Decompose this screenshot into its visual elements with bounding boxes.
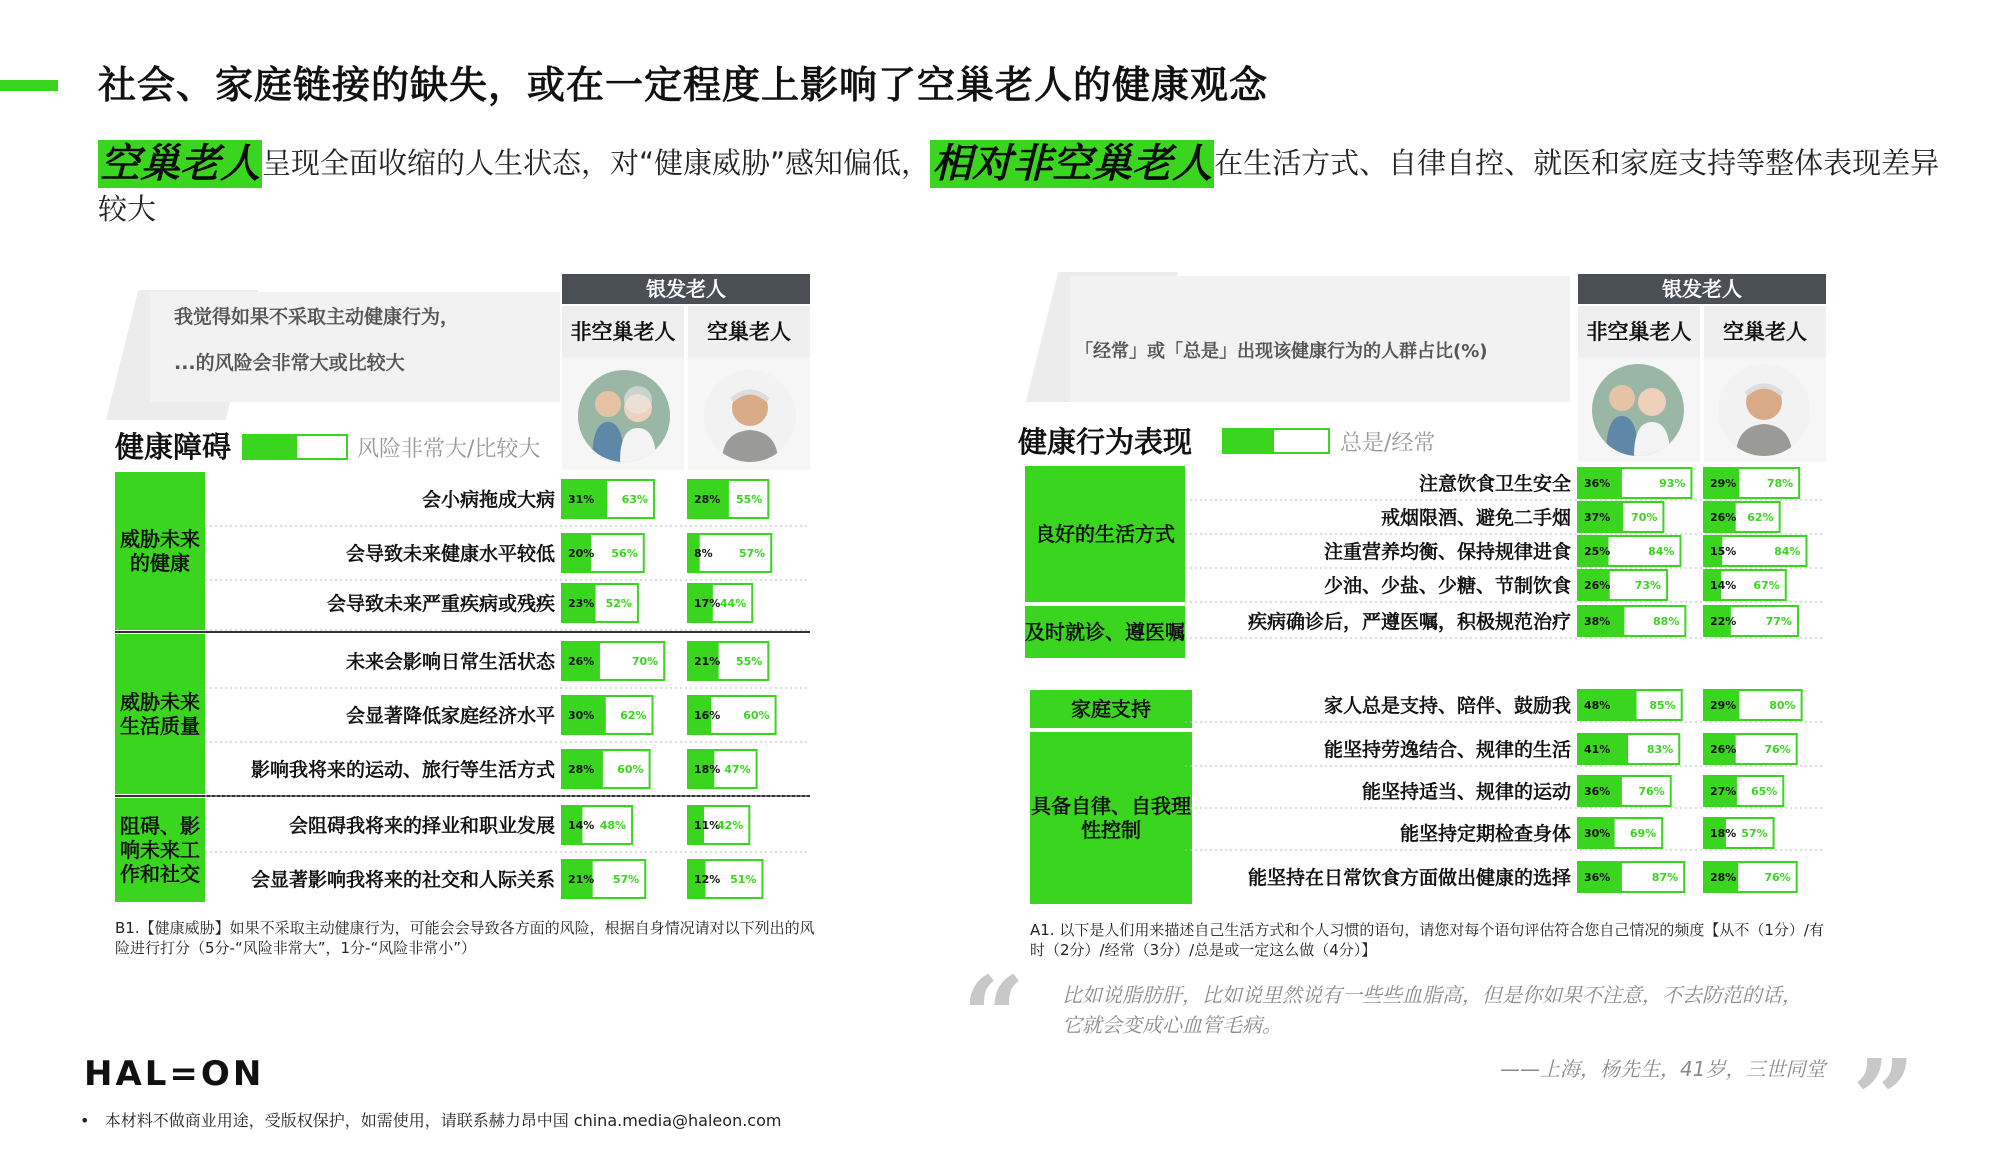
data-label: 21% (694, 655, 721, 668)
data-label: 48% (1584, 699, 1611, 712)
data-label-total: 57% (738, 547, 766, 560)
data-label-total: 77% (1765, 615, 1792, 628)
left-group-header: 银发老人 (562, 274, 810, 304)
data-label: 26% (568, 655, 595, 668)
data-label-total: 87% (1651, 871, 1679, 884)
data-label-total: 76% (1764, 871, 1791, 884)
left-category-2: 威胁未来生活质量 (115, 634, 205, 794)
data-label: 22% (1710, 615, 1737, 628)
data-label: 37% (1584, 511, 1611, 524)
right-col2-header: 空巢老人 (1704, 306, 1826, 358)
data-label: 26% (1710, 743, 1737, 756)
left-bar-chart (205, 472, 815, 906)
old-man-avatar (704, 370, 796, 462)
accent-bar (0, 80, 58, 91)
data-label-total: 78% (1766, 477, 1794, 490)
right-legend-swatch (1222, 428, 1330, 454)
data-label: 14% (568, 819, 595, 832)
testimonial-line-2: 它就会变成心血管毛病。 (1062, 1013, 1282, 1037)
data-label: 18% (1710, 827, 1737, 840)
data-label: 23% (568, 597, 595, 610)
page-title: 社会、家庭链接的缺失，或在一定程度上影响了空巢老人的健康观念 (98, 63, 1269, 107)
row-label: 会导致未来健康水平较低 (345, 543, 555, 565)
subtitle-text-1: 呈现全面收缩的人生状态，对“健康威胁”感知偏低， (262, 146, 931, 180)
data-label: 14% (1710, 579, 1737, 592)
right-bar-chart (1185, 466, 1830, 908)
data-label: 36% (1584, 871, 1611, 884)
row-label: 未来会影响日常生活状态 (345, 651, 555, 673)
data-label-total: 80% (1769, 699, 1796, 712)
data-label-total: 44% (719, 597, 747, 610)
data-label: 28% (1710, 871, 1737, 884)
row-label: 能坚持劳逸结合、规律的生活 (1323, 739, 1571, 761)
left-category-1: 威胁未来的健康 (115, 472, 205, 630)
couple-avatar-right (1592, 364, 1684, 456)
row-label: 戒烟限酒、避免二手烟 (1380, 507, 1571, 529)
row-label: 注重营养均衡、保持规律进食 (1323, 541, 1571, 563)
data-label-total: 57% (1741, 827, 1768, 840)
right-category-3: 家庭支持 (1030, 690, 1192, 728)
row-label: 疾病确诊后，严遵医嘱，积极规范治疗 (1247, 611, 1571, 633)
data-label-total: 85% (1649, 699, 1676, 712)
right-footnote: A1. 以下是人们用来描述自己生活方式和个人习惯的语句，请您对每个语句评估符合您自己情况的频度【从不（1分）/有时（2分）/经常（3分）/总是或一定这么做（4分）】 (1030, 921, 1824, 959)
data-label-total: 57% (612, 873, 640, 886)
left-category-3: 阻碍、影响未来工作和社交 (115, 798, 205, 902)
left-legend-label: 风险非常大/比较大 (357, 437, 541, 462)
left-col1-header: 非空巢老人 (562, 306, 684, 358)
right-section-title: 健康行为表现 (1018, 425, 1193, 459)
right-col1-header: 非空巢老人 (1578, 306, 1700, 358)
data-label: 29% (1710, 477, 1737, 490)
row-label: 家人总是支持、陪伴、鼓励我 (1323, 695, 1571, 717)
subtitle-text-2: 在生活方式、自律自控、就医和家庭支持等整体表现差异较大 (98, 146, 1940, 226)
right-category-2: 及时就诊、遵医嘱 (1025, 606, 1185, 658)
data-label: 8% (694, 547, 713, 560)
left-quote-line-1: 我觉得如果不采取主动健康行为， (174, 306, 460, 328)
data-label-total: 47% (724, 763, 751, 776)
data-label: 16% (694, 709, 721, 722)
data-label: 38% (1584, 615, 1611, 628)
row-label: 能坚持适当、规律的运动 (1361, 781, 1571, 803)
data-label-total: 60% (617, 763, 644, 776)
data-label-total: 67% (1753, 579, 1780, 592)
data-label-total: 51% (730, 873, 757, 886)
footer-disclaimer: • 本材料不做商业用途，受版权保护，如需使用，请联系赫力昂中国 china.media@haleon.com (80, 1111, 782, 1130)
testimonial-attribution: ——上海，杨先生，41岁，三世同堂 (1500, 1057, 1826, 1081)
row-label: 会导致未来严重疾病或残疾 (326, 593, 555, 615)
data-label: 27% (1710, 785, 1737, 798)
data-label: 36% (1584, 785, 1611, 798)
data-label: 29% (1710, 699, 1737, 712)
data-label: 28% (568, 763, 595, 776)
data-label-total: 62% (620, 709, 647, 722)
data-label-total: 73% (1634, 579, 1662, 592)
left-footnote: B1.【健康威胁】如果不采取主动健康行为，可能会会导致各方面的风险，根据自身情况请对以下列出的风险进行打分（5分-“风险非常大”，1分-“风险非常小”） (115, 919, 815, 957)
row-label: 会阻碍我将来的择业和职业发展 (288, 815, 555, 837)
data-label: 17% (694, 597, 721, 610)
data-label-total: 93% (1659, 477, 1686, 490)
right-legend-label: 总是/经常 (1340, 431, 1436, 456)
right-group-header: 银发老人 (1578, 274, 1826, 304)
highlight-non-empty-nest: 相对非空巢老人 (932, 141, 1213, 187)
data-label-total: 56% (611, 547, 638, 560)
couple-avatar (578, 370, 670, 462)
data-label-total: 88% (1653, 615, 1680, 628)
row-label: 影响我将来的运动、旅行等生活方式 (250, 759, 555, 781)
right-quote-line: 「经常」或「总是」出现该健康行为的人群占比(%) (1075, 341, 1488, 362)
row-label: 少油、少盐、少糖、节制饮食 (1323, 575, 1571, 597)
left-legend-swatch (242, 434, 348, 460)
right-category-1: 良好的生活方式 (1025, 466, 1185, 602)
data-label: 36% (1584, 477, 1611, 490)
row-label: 能坚持在日常饮食方面做出健康的选择 (1247, 867, 1571, 889)
data-label: 26% (1710, 511, 1737, 524)
testimonial-text (1062, 980, 1882, 1040)
data-label-total: 65% (1750, 785, 1778, 798)
data-label: 12% (694, 873, 721, 886)
data-label-total: 42% (716, 819, 744, 832)
left-col2-header: 空巢老人 (688, 306, 810, 358)
data-label: 30% (568, 709, 595, 722)
right-category-4: 具备自律、自我理性控制 (1030, 732, 1192, 904)
data-label: 20% (568, 547, 595, 560)
data-label-total: 62% (1747, 511, 1774, 524)
highlight-empty-nest: 空巢老人 (100, 141, 260, 187)
row-label: 能坚持定期检查身体 (1399, 823, 1571, 845)
row-label: 注意饮食卫生安全 (1418, 473, 1571, 495)
row-label: 会显著降低家庭经济水平 (345, 705, 555, 727)
data-label: 15% (1710, 545, 1737, 558)
open-quote-icon: “ (962, 952, 1026, 1081)
data-label-total: 60% (743, 709, 770, 722)
data-label: 21% (568, 873, 595, 886)
row-label: 会小病拖成大病 (421, 489, 555, 511)
haleon-logo: HAL=ON (84, 1054, 265, 1094)
footer-disclaimer-text: 本材料不做商业用途，受版权保护，如需使用，请联系赫力昂中国 china.media@haleon.com (104, 1111, 782, 1130)
left-quote-line-2: ...的风险会非常大或比较大 (174, 352, 405, 374)
data-label-total: 55% (735, 493, 763, 506)
data-label-total: 83% (1646, 743, 1674, 756)
data-label-total: 84% (1648, 545, 1675, 558)
left-section-title: 健康障碍 (115, 430, 232, 464)
data-label-total: 70% (631, 655, 659, 668)
data-label: 28% (694, 493, 721, 506)
close-quote-icon: ” (1852, 1035, 1916, 1164)
row-label: 会显著影响我将来的社交和人际关系 (250, 869, 555, 891)
data-label-total: 55% (735, 655, 763, 668)
data-label-total: 84% (1774, 545, 1801, 558)
data-label-total: 76% (1638, 785, 1665, 798)
data-label: 25% (1584, 545, 1611, 558)
data-label-total: 76% (1764, 743, 1791, 756)
data-label-total: 63% (621, 493, 648, 506)
data-label: 30% (1584, 827, 1611, 840)
testimonial-line-1: 比如说脂肪肝，比如说里然说有一些些血脂高，但是你如果不注意，不去防范的话， (1062, 983, 1802, 1007)
data-label-total: 48% (599, 819, 627, 832)
data-label-total: 70% (1631, 511, 1658, 524)
old-man-avatar-right (1718, 364, 1810, 456)
data-label: 26% (1584, 579, 1611, 592)
data-label: 31% (568, 493, 595, 506)
data-label-total: 69% (1629, 827, 1657, 840)
page-subtitle (98, 140, 1958, 230)
data-label: 11% (694, 819, 721, 832)
data-label: 41% (1584, 743, 1611, 756)
data-label-total: 52% (605, 597, 632, 610)
data-label: 18% (694, 763, 721, 776)
